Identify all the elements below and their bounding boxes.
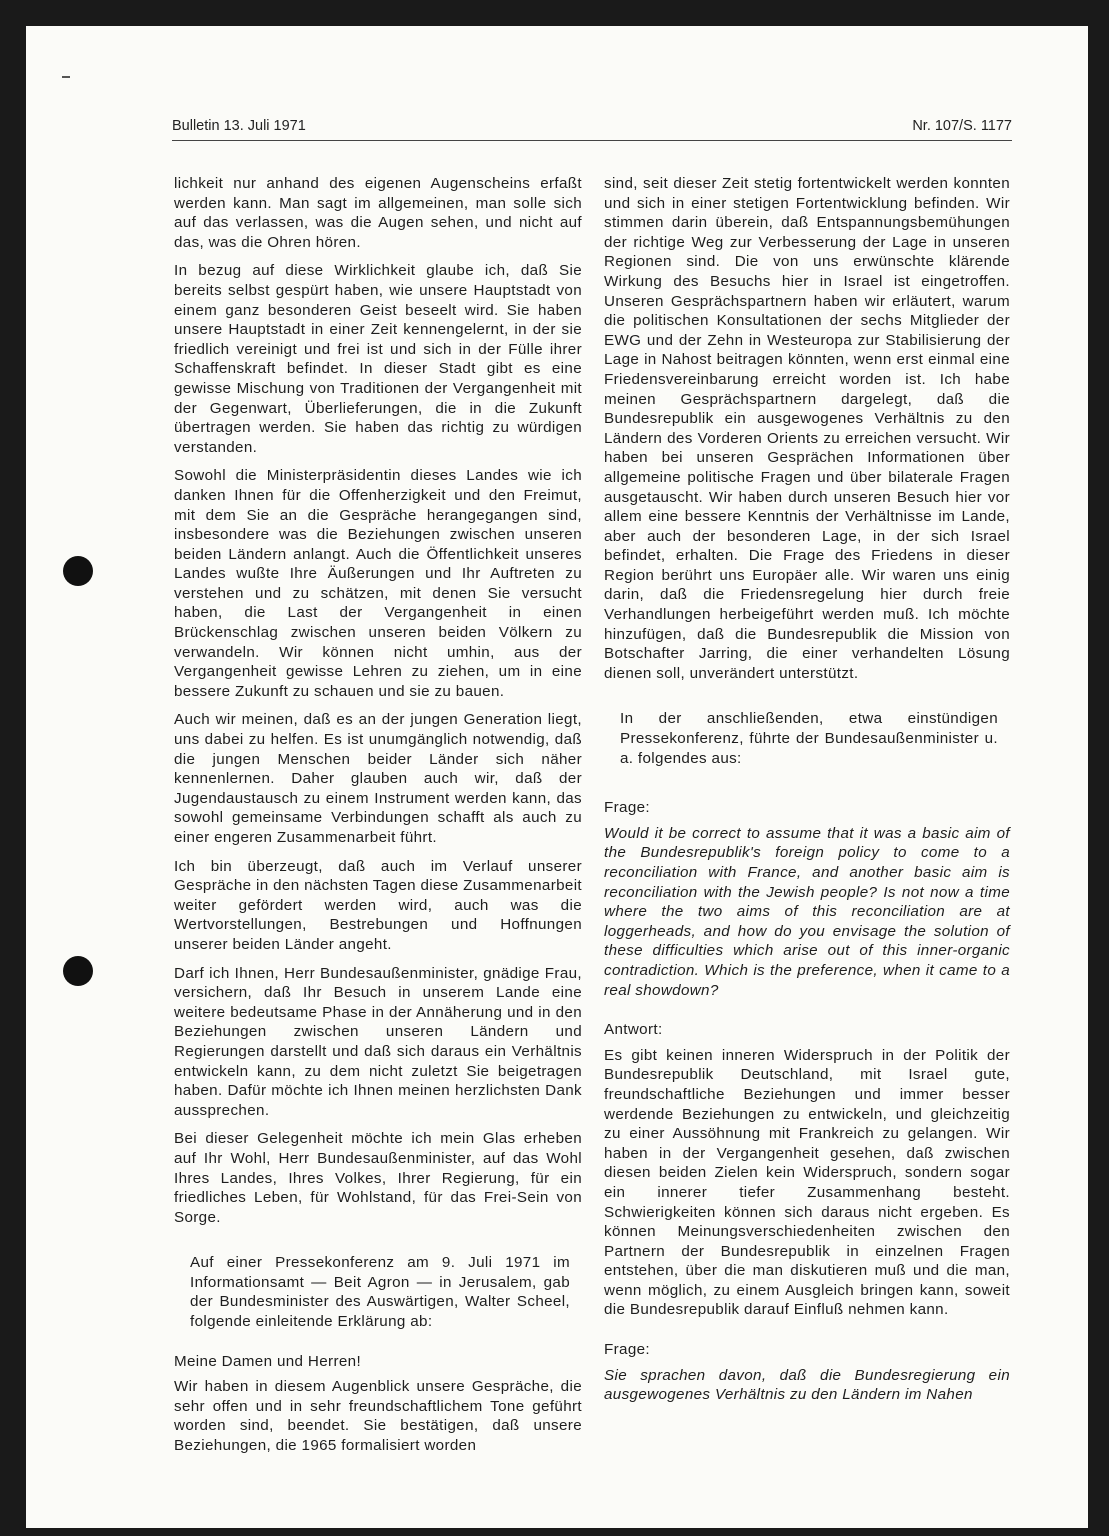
paragraph: In bezug auf diese Wirklichkeit glaube ich, daß Sie bereits selbst gespürt haben, wie unsere Hauptstadt von einem ganz besonderen Geist beseelt wird. Sie haben unsere Hauptstadt in einer Zeit kennengelernt, in der sie friedlich vereinigt und frei ist und sich in der Fülle ihrer Schaffenskraft befindet. In dieser Stadt gibt es eine gewisse Mischung von Traditionen der Vergangenheit mit der Gegenwart, Überlieferungen, die in die Zukunft übertragen werden. Sie haben das richtig zu würdigen verstanden. bbox=[174, 262, 582, 456]
left-column bbox=[174, 174, 582, 1465]
paragraph: Bei dieser Gelegenheit möchte ich mein Glas erheben auf Ihr Wohl, Herr Bundesaußenminister, auf das Wohl Ihres Landes, Ihres Volkes, Ihrer Regierung, für ein friedliches Leben, für Wohlstand, für das Frei-Sein von Sorge. bbox=[174, 1130, 582, 1226]
punch-hole bbox=[63, 556, 93, 586]
answer-text: Es gibt keinen inneren Widerspruch in der Politik der Bundesrepublik Deutschland, mit Israel gute, freundschaftliche Beziehungen und immer besser werdende Beziehungen zu entwickeln, und gleichzeitig zu einer Aussöhnung mit Frankreich zu gelangen. Wir haben in der Vergangenheit gesehen, daß zwischen diesen beiden Zielen kein Widerspruch, sondern sogar ein innerer tiefer Zusammenhang besteht. Schwierigkeiten können sich daraus nicht ergeben. Es können Meinungsverschiedenheiten zwischen den Partnern der Bundesrepublik in einzelnen Fragen entstehen, über die man diskutieren muß und die man, wenn möglich, zu einem Ausgleich bringen kann, soweit die Bundesrepublik darauf Einfluß nehmen kann. bbox=[604, 1046, 1010, 1319]
paragraph: Auch wir meinen, daß es an der jungen Generation liegt, uns dabei zu helfen. Es ist unumgänglich notwendig, daß die jungen Menschen beider Länder sich näher kennenlernen. Daher glauben auch wir, daß der Jugendaustausch zu einem Instrument werden kann, das sowohl gemeinsame Verbindungen schafft als auch zu einer engeren Zusammenarbeit führt. bbox=[174, 711, 582, 846]
margin-mark bbox=[62, 76, 70, 78]
bulletin-date: Bulletin 13. Juli 1971 bbox=[172, 118, 306, 134]
paragraph: Darf ich Ihnen, Herr Bundesaußenminister, gnädige Frau, versichern, daß Ihr Besuch in unserem Lande eine weitere bedeutsame Phase in der Annäherung und in den Beziehungen zwischen unseren Ländern und Regierungen darstellt und daß sich daraus ein Verhältnis entwickeln kann, zu dem nicht zuletzt Sie beigetragen haben. Dafür möchte ich Ihnen meinen herzlichsten Dank aussprechen. bbox=[174, 964, 582, 1119]
question-text: Would it be correct to assume that it was a basic aim of the Bundesrepublik's foreign policy to come to a reconciliation with France, and another basic aim is reconciliation with the Jewish people? Is not now a time where the two aims of this reconciliation are at loggerheads, and how do you envisage the solution of these difficulties which arise out of this inner-organic contradiction. Which is the preference, when it came to a real showdown? bbox=[604, 824, 1010, 999]
paragraph: Sowohl die Ministerpräsidentin dieses Landes wie ich danken Ihnen für die Offenherzigkeit und den Freimut, mit dem Sie an die Gespräche herangegangen sind, insbesondere was die Beziehungen zwischen unseren beiden Ländern anlangt. Auch die Öffentlichkeit unseres Landes wußte Ihre Äußerungen und Ihr Auftreten zu verstehen und zu schätzen, mit denen Sie versucht haben, die Last der Vergangenheit in einen Brückenschlag zwischen unseren beiden Völkern zu verwandeln. Wir können nicht umhin, aus der Vergangenheit gewisse Lehren zu ziehen, um in eine bessere Zukunft zu schauen und sie zu bauen. bbox=[174, 467, 582, 700]
editorial-intro: Auf einer Pressekonferenz am 9. Juli 1971 im Informationsamt — Beit Agron — in Jerusalem, gab der Bundesminister des Auswärtigen, Walter Scheel, folgende einleitende Erklärung ab: bbox=[190, 1254, 570, 1331]
question-label: Frage: bbox=[604, 1341, 650, 1359]
paragraph: lichkeit nur anhand des eigenen Augenscheins erfaßt werden kann. Man sagt im allgemeinen, man solle sich auf das verlassen, was die Augen sehen, und nicht auf das, was die Ohren hören. bbox=[174, 175, 582, 251]
document-page bbox=[26, 26, 1088, 1528]
right-column bbox=[604, 174, 1010, 1414]
paragraph: Ich bin überzeugt, daß auch im Verlauf unserer Gespräche in den nächsten Tagen diese Zusammenarbeit weiter gefördert werden wird, auch was die Wertvorstellungen, Bestrebungen und Hoffnungen unserer beiden Länder angeht. bbox=[174, 857, 582, 953]
punch-hole bbox=[63, 956, 93, 986]
salutation: Meine Damen und Herren! bbox=[174, 1352, 362, 1370]
question-text: Sie sprachen davon, daß die Bundesregierung ein ausgewogenes Verhältnis zu den Ländern im Nahen bbox=[604, 1366, 1010, 1404]
paragraph: sind, seit dieser Zeit stetig fortentwickelt werden konnten und sich in einer stetigen Fortentwicklung befinden. Wir stimmen darin überein, daß Entspannungsbemühungen der richtige Weg zur Verbesserung der Lage in unseren Regionen sind. Die von uns erwünschte klärende Wirkung des Besuchs hier in Israel ist eingetroffen. Unseren Gesprächspartnern haben wir erläutert, warum die politischen Konsultationen der sechs Mitglieder der EWG und der Zehn in Westeuropa zur Stabilisierung der Lage in Nahost beitragen könnten, wenn erst einmal eine Friedensvereinbarung erreicht worden ist. Ich habe meinen Gesprächspartnern dargelegt, daß die Bundesrepublik ein ausgewogenes Verhältnis zu den Ländern des Vorderen Orients zu erreichen versucht. Wir haben bei unseren Gesprächen Informationen über allgemeine politische Fragen und über bilaterale Fragen ausgetauscht. Wir haben durch unseren Besuch hier vor allem eine bessere Kenntnis der Verhältnisse im Lande, aber auch der besonderen Lage, in der sich Israel befindet, erhalten. Die Frage des Friedens in dieser Region berührt uns Europäer alle. Wir waren uns einig darin, daß die Friedensregelung hier durch freie Verhandlungen herbeigeführt werden muß. Ich möchte hinzufügen, daß die Bundesrepublik die Mission von Botschafter Jarring, die einer verhandelten Lösung dienen soll, unverändert unterstützt. bbox=[604, 175, 1010, 682]
page-header bbox=[172, 118, 1012, 141]
answer-label: Antwort: bbox=[604, 1021, 663, 1039]
editorial-intro: In der anschließenden, etwa einstündigen Pressekonferenz, führte der Bundesaußenminister u. a. folgendes aus: bbox=[620, 710, 998, 767]
question-label: Frage: bbox=[604, 799, 650, 817]
paragraph: Wir haben in diesem Augenblick unsere Gespräche, die sehr offen und in sehr freundschaftlichem Tone geführt worden sind, beendet. Sie bestätigen, daß unsere Beziehungen, die 1965 formalisiert worden bbox=[174, 1378, 582, 1455]
issue-page-number: Nr. 107/S. 1177 bbox=[912, 118, 1012, 134]
